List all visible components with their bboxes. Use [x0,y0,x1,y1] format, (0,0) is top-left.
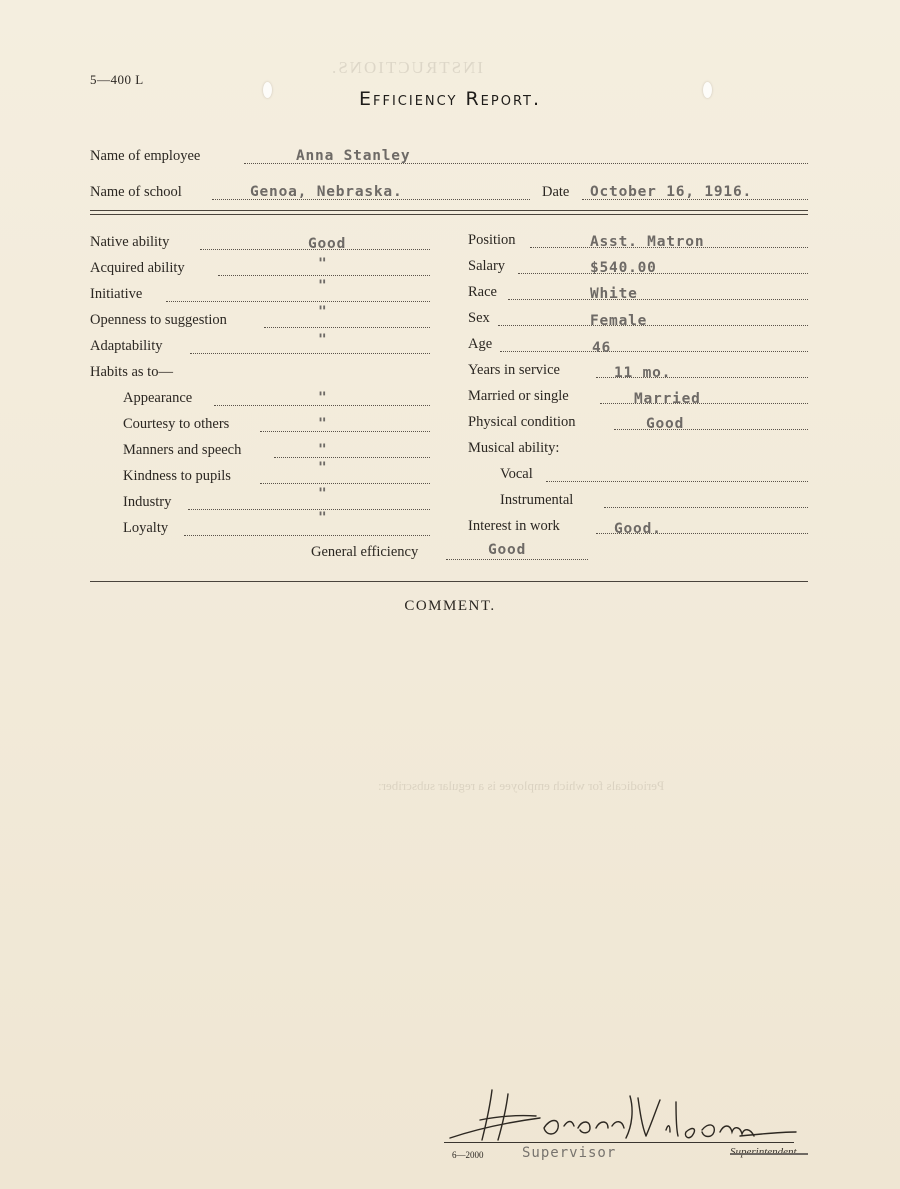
general-efficiency-value: Good [488,542,527,558]
musical-ability-label: Musical ability: [468,440,560,456]
openness-value: " [318,304,328,320]
header-rule-bottom [90,214,808,215]
married-single-label: Married or single [468,388,569,404]
interest-in-work-value: Good. [614,521,662,537]
manners-line [274,457,430,458]
bleed-through-heading: INSTRUCTIONS. [330,58,484,77]
habits-label: Habits as to— [90,364,173,380]
courtesy-line [260,431,430,432]
race-line [508,299,808,300]
page-title: Efficiency Report. [358,88,542,110]
race-label: Race [468,284,497,300]
native-ability-value: Good [308,236,347,252]
industry-line [188,509,430,510]
physical-condition-label: Physical condition [468,414,576,430]
appearance-value: " [318,390,328,406]
manners-value: " [318,442,328,458]
school-name-label: Name of school [90,184,182,200]
appearance-label: Appearance [123,390,193,406]
salary-line [518,273,808,274]
loyalty-value: " [318,510,328,526]
salary-value: $540.00 [590,260,657,276]
manners-label: Manners and speech [123,442,242,458]
married-single-value: Married [634,391,701,407]
print-code: 6—2000 [452,1150,484,1160]
sex-line [498,325,808,326]
loyalty-label: Loyalty [123,520,169,536]
married-single-line [600,403,808,404]
position-value: Asst. Matron [590,234,705,250]
acquired-ability-value: " [318,256,328,272]
years-in-service-label: Years in service [468,362,560,378]
physical-condition-value: Good [646,416,685,432]
date-label: Date [542,184,570,200]
initiative-value: " [318,278,328,294]
openness-line [264,327,430,328]
superintendent-strikethrough [730,1153,808,1155]
adaptability-value: " [318,332,328,348]
initiative-label: Initiative [90,286,143,302]
adaptability-line [190,353,430,354]
industry-value: " [318,486,328,502]
general-efficiency-label: General efficiency [311,544,419,560]
employee-name-label: Name of employee [90,148,201,164]
position-label: Position [468,232,516,248]
loyalty-line [184,535,430,536]
vocal-label: Vocal [500,466,533,482]
supervisor-stamp: Supervisor [522,1145,617,1161]
form-number: 5—400 L [90,72,144,87]
acquired-ability-label: Acquired ability [90,260,185,276]
general-efficiency-line [446,559,588,560]
sex-value: Female [590,313,648,329]
years-in-service-value: 11 mo. [614,365,672,381]
signature-line [444,1142,794,1143]
vocal-line [546,481,808,482]
kindness-value: " [318,460,328,476]
superintendent-label: Superintendent. [730,1146,800,1158]
openness-label: Openness to suggestion [90,312,227,328]
supervisor-signature [440,1082,810,1146]
kindness-label: Kindness to pupils [123,468,231,484]
age-value: 46 [592,340,612,356]
adaptability-label: Adaptability [90,338,163,354]
industry-label: Industry [123,494,172,510]
salary-label: Salary [468,258,506,274]
header-rule-top [90,210,808,211]
acquired-ability-line [218,275,430,276]
race-value: White [590,286,638,302]
bleed-through-footer: Periodicals for which employee is a regular subscriber: [378,778,665,793]
school-name-value: Genoa, Nebraska. [250,184,403,200]
physical-condition-line [614,429,808,430]
instrumental-line [604,507,808,508]
interest-in-work-label: Interest in work [468,518,560,534]
courtesy-label: Courtesy to others [123,416,230,432]
sex-label: Sex [468,310,490,326]
comment-title: COMMENT. [404,598,496,614]
age-label: Age [468,336,493,352]
age-line [500,351,808,352]
employee-name-value: Anna Stanley [296,148,411,164]
kindness-line [260,483,430,484]
initiative-line [166,301,430,302]
instrumental-label: Instrumental [500,492,574,508]
native-ability-label: Native ability [90,234,170,250]
section-rule [90,581,808,582]
date-value: October 16, 1916. [590,184,753,200]
courtesy-value: " [318,416,328,432]
